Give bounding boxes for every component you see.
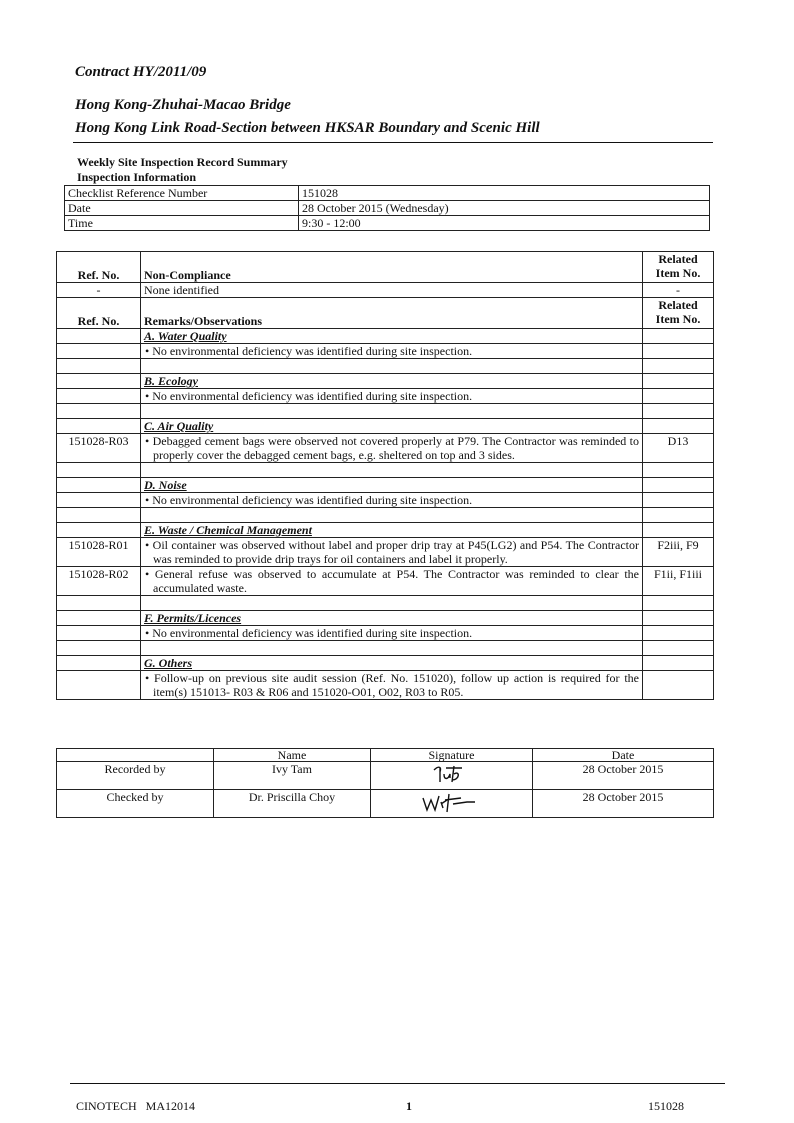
info-value: 28 October 2015 (Wednesday) [299, 201, 710, 216]
observation-row [57, 538, 714, 567]
row-related: F1ii, F1iii [643, 567, 714, 596]
col-name: Name [214, 749, 371, 762]
contract-number: Contract HY/2011/09 [75, 64, 207, 80]
remarks-header-row [57, 298, 714, 329]
signoff-table [56, 748, 714, 818]
row-desc: None identified [141, 283, 643, 298]
row-ref [57, 671, 141, 700]
section-title-row [57, 329, 714, 344]
footer-page-number: 1 [406, 1099, 412, 1113]
footer-ref: 151028 [648, 1099, 684, 1113]
col-ref-no: Ref. No. [57, 252, 141, 283]
col-noncompliance: Non-Compliance [141, 252, 643, 283]
section-title: A. Water Quality [141, 329, 643, 344]
row-ref: 151028-R02 [57, 567, 141, 596]
col-signature: Signature [371, 749, 533, 762]
project-title: Hong Kong-Zhuhai-Macao Bridge [75, 97, 291, 113]
footer-company-name: CINOTECH [76, 1099, 137, 1113]
section-title: F. Permits/Licences [141, 611, 643, 626]
col-ref-no: Ref. No. [57, 298, 141, 329]
row-related: D13 [643, 434, 714, 463]
signoff-date: 28 October 2015 [533, 790, 714, 818]
signoff-header-row [57, 749, 714, 762]
signoff-role: Checked by [57, 790, 214, 818]
info-row [65, 216, 710, 231]
section-title: G. Others [141, 656, 643, 671]
inspection-info-table [64, 185, 710, 231]
observation-row [57, 389, 714, 404]
observation-row [57, 567, 714, 596]
observations-table [56, 251, 714, 700]
signature-checked [371, 790, 533, 818]
spacer-row [57, 404, 714, 419]
col-related-line2: Item No. [655, 312, 701, 326]
row-related [643, 493, 714, 508]
spacer-row [57, 463, 714, 478]
observation-text: • Oil container was observed without label and proper drip tray at P45(LG2) and P54. The Contractor was reminded to provide drip trays for oil containers and label it properly. [141, 538, 643, 567]
noncompliance-header-row [57, 252, 714, 283]
signoff-row [57, 762, 714, 790]
row-related [643, 671, 714, 700]
observation-row [57, 344, 714, 359]
section-title: C. Air Quality [141, 419, 643, 434]
row-ref [57, 626, 141, 641]
row-related [643, 389, 714, 404]
observation-text: • No environmental deficiency was identified during site inspection. [141, 389, 643, 404]
section-title-row [57, 656, 714, 671]
spacer-row [57, 508, 714, 523]
info-row [65, 201, 710, 216]
section-title: B. Ecology [141, 374, 643, 389]
observation-text: • No environmental deficiency was identified during site inspection. [141, 344, 643, 359]
col-date: Date [533, 749, 714, 762]
row-ref [57, 493, 141, 508]
footer-doc-code: MA12014 [145, 1099, 196, 1113]
spacer-row [57, 641, 714, 656]
observation-row [57, 626, 714, 641]
observation-text: • Debagged cement bags were observed not covered properly at P79. The Contractor was reminded to properly cover the debagged cement bags, e.g. sheltered on top and 3 sides. [141, 434, 643, 463]
observation-text: • No environmental deficiency was identified during site inspection. [141, 626, 643, 641]
section-title-row [57, 419, 714, 434]
col-remarks: Remarks/Observations [141, 298, 643, 329]
row-related [643, 344, 714, 359]
section-title-row [57, 374, 714, 389]
section-title-row [57, 478, 714, 493]
col-related-line2: Item No. [655, 266, 701, 280]
observation-text: • General refuse was observed to accumulate at P54. The Contractor was reminded to clear the accumulated waste. [141, 567, 643, 596]
handwritten-signature-icon [417, 790, 487, 814]
spacer-row [57, 359, 714, 374]
info-label: Checklist Reference Number [65, 186, 299, 201]
signoff-name: Ivy Tam [214, 762, 371, 790]
signoff-date: 28 October 2015 [533, 762, 714, 790]
info-row [65, 186, 710, 201]
observation-text: • Follow-up on previous site audit session (Ref. No. 151020), follow up action is required for the item(s) 151013- R03 & R06 and 151020-O01, O02, R03 to R05. [141, 671, 643, 700]
section-title-row [57, 611, 714, 626]
section-title: E. Waste / Chemical Management [141, 523, 643, 538]
info-value: 151028 [299, 186, 710, 201]
inspection-info-heading: Inspection Information [77, 170, 197, 184]
header-divider [73, 142, 713, 143]
row-related [643, 626, 714, 641]
signature-recorded [371, 762, 533, 790]
section-title-row [57, 523, 714, 538]
row-ref: 151028-R01 [57, 538, 141, 567]
row-ref: - [57, 283, 141, 298]
project-subtitle: Hong Kong Link Road-Section between HKSAR Boundary and Scenic Hill [75, 120, 540, 136]
col-related-line1: Related [658, 252, 698, 266]
col-related-item [643, 298, 714, 329]
section-title: D. Noise [141, 478, 643, 493]
info-value: 9:30 - 12:00 [299, 216, 710, 231]
col-related-item [643, 252, 714, 283]
record-title: Weekly Site Inspection Record Summary [77, 155, 288, 169]
signoff-role: Recorded by [57, 762, 214, 790]
signoff-row [57, 790, 714, 818]
handwritten-signature-icon [422, 762, 482, 786]
row-related: F2iii, F9 [643, 538, 714, 567]
noncompliance-row [57, 283, 714, 298]
observation-text: • No environmental deficiency was identified during site inspection. [141, 493, 643, 508]
info-label: Date [65, 201, 299, 216]
signoff-name: Dr. Priscilla Choy [214, 790, 371, 818]
footer-company [76, 1099, 195, 1114]
row-ref [57, 389, 141, 404]
observation-row [57, 434, 714, 463]
row-ref [57, 344, 141, 359]
row-ref: 151028-R03 [57, 434, 141, 463]
signoff-blank [57, 749, 214, 762]
observation-row [57, 493, 714, 508]
spacer-row [57, 596, 714, 611]
footer-divider [70, 1083, 725, 1084]
row-related: - [643, 283, 714, 298]
observation-row [57, 671, 714, 700]
col-related-line1: Related [658, 298, 698, 312]
info-label: Time [65, 216, 299, 231]
